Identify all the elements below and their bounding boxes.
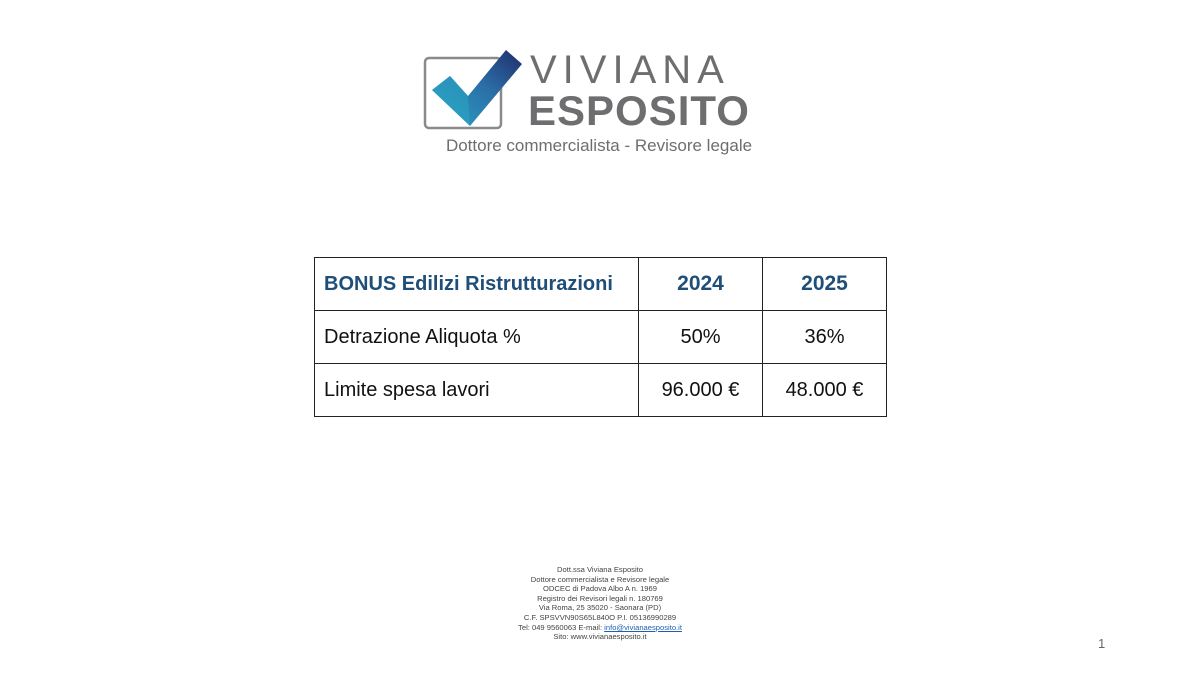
- footer-line: Registro dei Revisori legali n. 180769: [537, 593, 663, 603]
- checkmark-box-icon: [422, 50, 524, 132]
- logo-name-last: ESPOSITO: [528, 87, 750, 134]
- logo-name-first: VIVIANA: [530, 48, 730, 92]
- footer-line: Via Roma, 25 35020 - Saonara (PD): [538, 603, 662, 613]
- footer-contact: [450, 565, 750, 642]
- email-link[interactable]: info@vivianaesposito.it: [604, 622, 682, 632]
- table-header-row: [315, 258, 887, 311]
- footer-contact-prefix: Tel: 049 9560063 E-mail:: [518, 622, 605, 632]
- row-value-2024: 50%: [639, 311, 763, 364]
- table-row: [315, 311, 887, 364]
- footer-line: ODCEC di Padova Albo A n. 1969: [543, 584, 657, 594]
- logo-tagline: Dottore commercialista - Revisore legale: [445, 136, 753, 155]
- row-value-2024: 96.000 €: [639, 364, 763, 417]
- header-year-2025: 2025: [763, 258, 887, 311]
- footer-line: Sito: www.vivianaesposito.it: [553, 632, 647, 642]
- footer-line: C.F. SPSVVN90S65L840O P.I. 05136990289: [523, 612, 677, 622]
- row-value-2025: 48.000 €: [763, 364, 887, 417]
- page-number: 1: [1098, 636, 1106, 651]
- row-label: Detrazione Aliquota %: [315, 311, 639, 364]
- footer-line: Dott.ssa Viviana Esposito: [557, 565, 643, 574]
- footer-line: [450, 623, 750, 633]
- bonus-table: [314, 257, 887, 417]
- row-label: Limite spesa lavori: [315, 364, 639, 417]
- logo: [420, 44, 800, 164]
- table-row: [315, 364, 887, 417]
- row-value-2025: 36%: [763, 311, 887, 364]
- header-year-2024: 2024: [639, 258, 763, 311]
- header-label: BONUS Edilizi Ristrutturazioni: [315, 258, 639, 311]
- footer-line: Dottore commercialista e Revisore legale: [530, 574, 670, 584]
